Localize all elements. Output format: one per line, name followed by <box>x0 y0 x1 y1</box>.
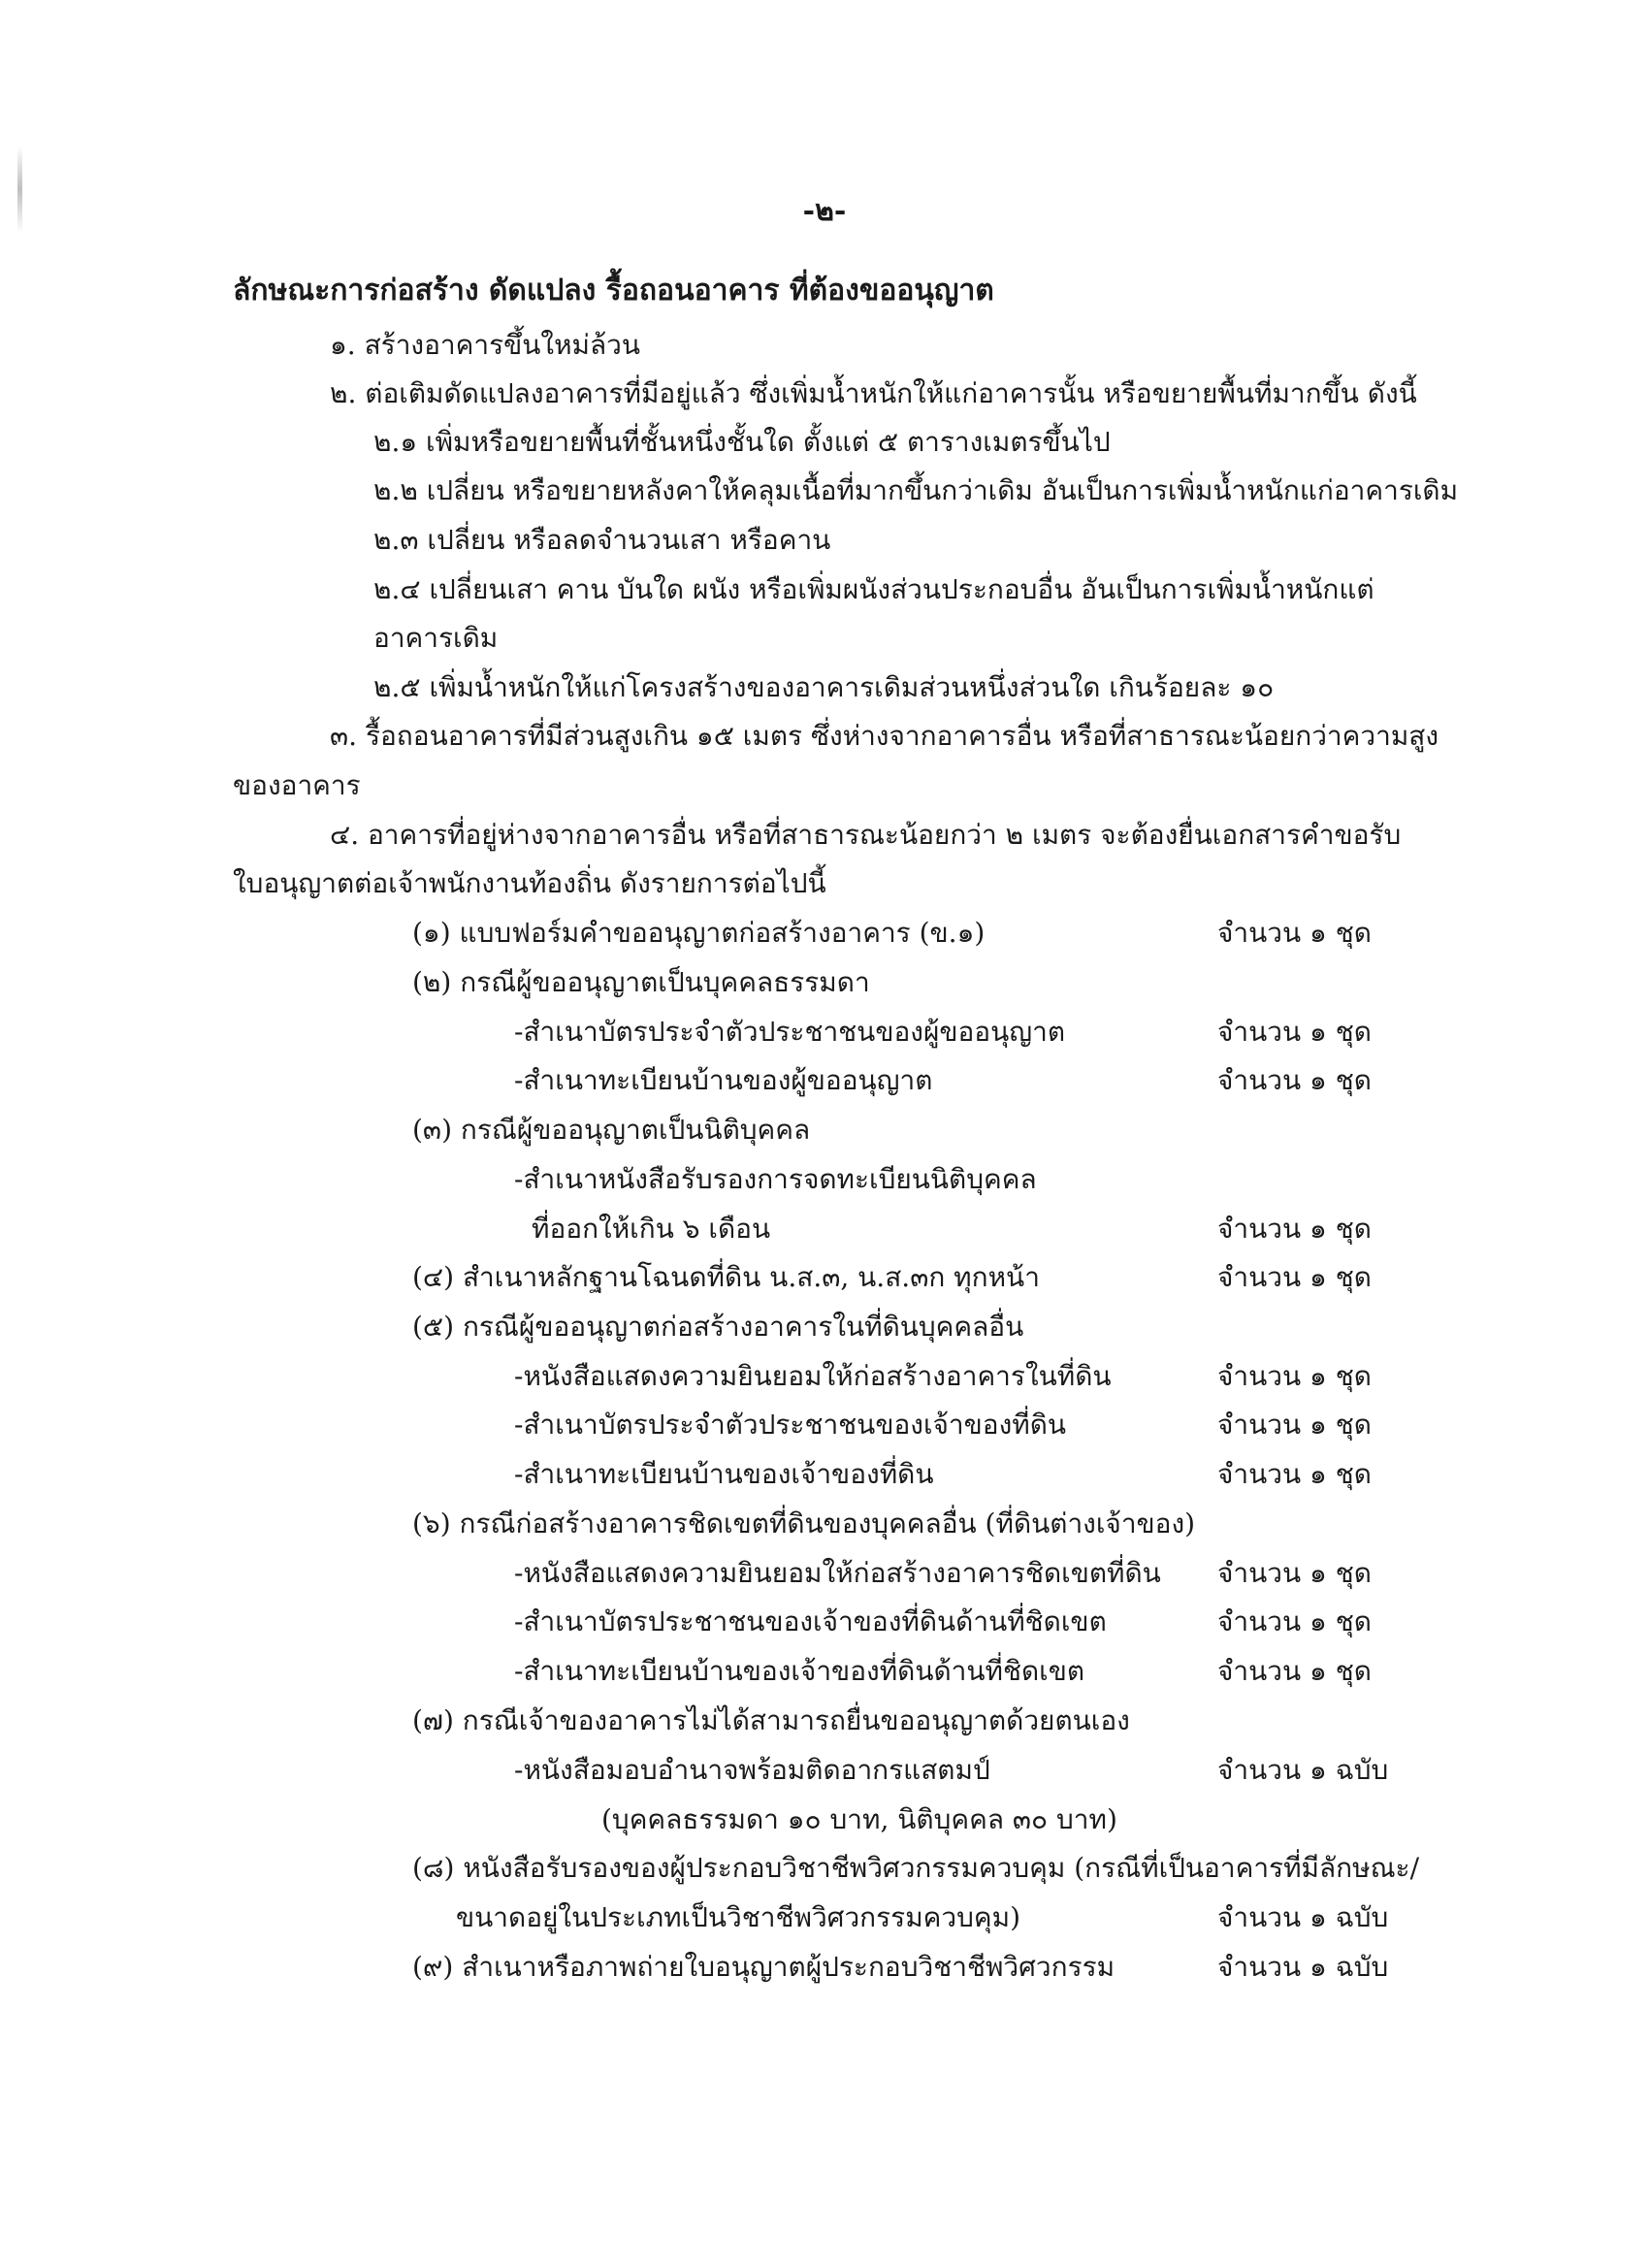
item-2-4-line1: ๒.๔ เปลี่ยนเสา คาน บันใด ผนัง หรือเพิ่มผนังส่วนประกอบอื่น อันเป็นการเพิ่มน้ำหนักแต่ <box>373 573 1374 605</box>
page-number: -๒- <box>802 194 847 228</box>
item-3-line1: ๓. รื้อถอนอาคารที่มีส่วนสูงเกิน ๑๕ เมตร ซึ่งห่างจากอาคารอื่น หรือที่สาธารณะน้อยกว่าความสูง <box>330 720 1439 752</box>
doc-quantity: จำนวน ๑ ชุด <box>1217 1409 1372 1441</box>
doc-item: (๗) กรณีเจ้าของอาคารไม่ได้สามารถยื่นขออนุญาตด้วยตนเอง <box>412 1704 1130 1736</box>
item-1: ๑. สร้างอาคารขึ้นใหม่ล้วน <box>330 329 641 361</box>
doc-sub-item: -สำเนาบัตรประจำตัวประชาชนของผู้ขออนุญาต <box>514 1016 1066 1048</box>
section-heading: ลักษณะการก่อสร้าง ดัดแปลง รื้อถอนอาคาร ที่ต้องขออนุญาต <box>233 274 994 308</box>
doc-quantity: จำนวน ๑ ฉบับ <box>1217 1951 1389 1983</box>
doc-quantity: จำนวน ๑ ชุด <box>1217 917 1372 949</box>
item-4-line1: ๔. อาคารที่อยู่ห่างจากอาคารอื่น หรือที่สาธารณะน้อยกว่า ๒ เมตร จะต้องยื่นเอกสารคำขอรับ <box>330 819 1402 851</box>
doc-quantity: จำนวน ๑ ชุด <box>1217 1605 1372 1637</box>
item-4-line2: ใบอนุญาตต่อเจ้าพนักงานท้องถิ่น ดังรายการต่อไปนี้ <box>233 867 826 899</box>
doc-sub-item-continued: ที่ออกให้เกิน ๖ เดือน <box>532 1213 771 1245</box>
doc-quantity: จำนวน ๑ ชุด <box>1217 1016 1372 1048</box>
item-2-4-line2: อาคารเดิม <box>373 622 499 654</box>
doc-item-continued: ขนาดอยู่ในประเภทเป็นวิชาชีพวิศวกรรมควบคุม) <box>456 1901 1020 1933</box>
doc-sub-item: -หนังสือมอบอำนาจพร้อมติดอากรแสตมป์ <box>514 1754 990 1786</box>
doc-item: (๕) กรณีผู้ขออนุญาตก่อสร้างอาคารในที่ดินบุคคลอื่น <box>412 1311 1024 1343</box>
doc-item: (๘) หนังสือรับรองของผู้ประกอบวิชาชีพวิศวกรรมควบคุม (กรณีที่เป็นอาคารที่มีลักษณะ/ <box>412 1852 1420 1884</box>
item-2-5: ๒.๕ เพิ่มน้ำหนักให้แก่โครงสร้างของอาคารเดิมส่วนหนึ่งส่วนใด เกินร้อยละ ๑๐ <box>373 671 1275 703</box>
doc-sub-item: -สำเนาทะเบียนบ้านของเจ้าของที่ดินด้านที่ชิดเขต <box>514 1655 1085 1687</box>
doc-item: (๓) กรณีผู้ขออนุญาตเป็นนิติบุคคล <box>412 1114 811 1146</box>
item-2-1: ๒.๑ เพิ่มหรือขยายพื้นที่ชั้นหนึ่งชั้นใด ตั้งแต่ ๕ ตารางเมตรขึ้นไป <box>373 426 1111 458</box>
item-2-3: ๒.๓ เปลี่ยน หรือลดจำนวนเสา หรือคาน <box>373 524 831 556</box>
doc-sub-item: -หนังสือแสดงความยินยอมให้ก่อสร้างอาคารในที่ดิน <box>514 1360 1112 1392</box>
doc-quantity: จำนวน ๑ ฉบับ <box>1217 1901 1389 1933</box>
doc-quantity: จำนวน ๑ ชุด <box>1217 1261 1372 1293</box>
doc-item: (๔) สำเนาหลักฐานโฉนดที่ดิน น.ส.๓, น.ส.๓ก ทุกหน้า <box>412 1261 1040 1293</box>
doc-note: (บุคคลธรรมดา ๑๐ บาท, นิติบุคคล ๓๐ บาท) <box>601 1803 1117 1835</box>
doc-item: (๒) กรณีผู้ขออนุญาตเป็นบุคคลธรรมดา <box>412 966 870 998</box>
doc-quantity: จำนวน ๑ ชุด <box>1217 1213 1372 1245</box>
doc-sub-item: -สำเนาหนังสือรับรองการจดทะเบียนนิติบุคคล <box>514 1163 1037 1195</box>
item-2: ๒. ต่อเติมดัดแปลงอาคารที่มีอยู่แล้ว ซึ่งเพิ่มน้ำหนักให้แก่อาคารนั้น หรือขยายพื้นที่มากขึ้น ดังนี้ <box>330 377 1417 409</box>
doc-quantity: จำนวน ๑ ชุด <box>1217 1557 1372 1589</box>
doc-sub-item: -สำเนาทะเบียนบ้านของผู้ขออนุญาต <box>514 1064 933 1096</box>
doc-quantity: จำนวน ๑ ชุด <box>1217 1064 1372 1096</box>
doc-quantity: จำนวน ๑ ชุด <box>1217 1360 1372 1392</box>
doc-item: (๙) สำเนาหรือภาพถ่ายใบอนุญาตผู้ประกอบวิชาชีพวิศวกรรม <box>412 1951 1116 1983</box>
doc-item: (๑) แบบฟอร์มคำขออนุญาตก่อสร้างอาคาร (ข.๑) <box>412 917 986 949</box>
doc-sub-item: -สำเนาทะเบียนบ้านของเจ้าของที่ดิน <box>514 1458 934 1490</box>
doc-quantity: จำนวน ๑ ชุด <box>1217 1655 1372 1687</box>
doc-sub-item: -สำเนาบัตรประจำตัวประชาชนของเจ้าของที่ดิน <box>514 1409 1067 1441</box>
doc-quantity: จำนวน ๑ ฉบับ <box>1217 1754 1389 1786</box>
doc-quantity: จำนวน ๑ ชุด <box>1217 1458 1372 1490</box>
doc-sub-item: -หนังสือแสดงความยินยอมให้ก่อสร้างอาคารชิดเขตที่ดิน <box>514 1557 1161 1589</box>
doc-item: (๖) กรณีก่อสร้างอาคารชิดเขตที่ดินของบุคคลอื่น (ที่ดินต่างเจ้าของ) <box>412 1507 1196 1539</box>
doc-sub-item: -สำเนาบัตรประชาชนของเจ้าของที่ดินด้านที่ชิดเขต <box>514 1605 1107 1637</box>
item-2-2: ๒.๒ เปลี่ยน หรือขยายหลังคาให้คลุมเนื้อที่มากขึ้นกว่าเดิม อันเป็นการเพิ่มน้ำหนักแก่อาคารเดิม <box>373 474 1459 506</box>
item-3-line2: ของอาคาร <box>233 769 361 801</box>
